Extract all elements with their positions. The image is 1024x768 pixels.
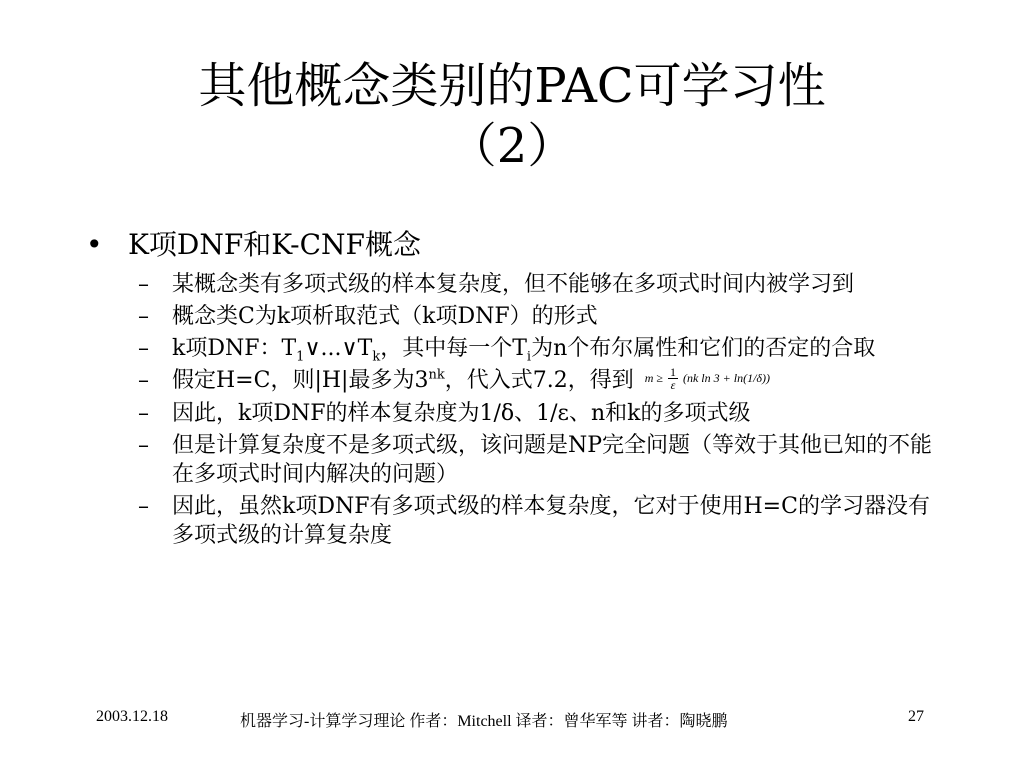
bullet-icon: • — [86, 228, 103, 261]
sub-item-pre: 假定H=C，则|H|最多为3 — [172, 368, 429, 393]
footer — [0, 708, 1024, 732]
dash-icon: – — [138, 432, 149, 458]
sub-index-i: i — [526, 349, 532, 365]
sub-item-mid2: ，其中每一个T — [380, 336, 527, 361]
superscript-nk: nk — [428, 367, 445, 383]
sub-item-2 — [86, 302, 946, 331]
sub-item-mid1: ∨...∨T — [304, 336, 373, 361]
sub-item-post: 为n个布尔属性和它们的否定的合取 — [531, 336, 876, 361]
formula-fraction — [668, 366, 678, 391]
sub-item-5 — [86, 399, 946, 428]
dash-icon: – — [138, 400, 149, 426]
sub-item-4 — [86, 366, 946, 396]
sub-item-3 — [86, 334, 946, 363]
slide-title — [60, 56, 964, 176]
bullet-item — [86, 226, 946, 264]
sub-item-text: 概念类C为k项析取范式（k项DNF）的形式 — [172, 304, 598, 329]
dash-icon: – — [138, 368, 149, 393]
sub-item-7 — [86, 492, 946, 550]
dash-icon: – — [138, 272, 149, 297]
title-line2: （2） — [448, 118, 576, 174]
dash-icon: – — [138, 304, 149, 329]
sample-complexity-formula — [645, 364, 770, 393]
fraction-denominator: ε — [670, 378, 676, 393]
dash-icon: – — [138, 336, 149, 361]
sub-index-k: k — [372, 349, 381, 365]
formula-rhs: (nk ln 3 + ln(1/δ)) — [682, 370, 770, 385]
page-number: 27 — [908, 708, 924, 725]
sub-item-text: 某概念类有多项式级的样本复杂度，但不能够在多项式时间内被学习到 — [172, 272, 855, 297]
sub-index-1: 1 — [296, 349, 305, 365]
footer-credits: 机器学习-计算学习理论 作者：Mitchell 译者：曾华军等 讲者：陶晓鹏 — [240, 713, 728, 730]
sub-item-post: ，代入式7.2，得到 — [444, 368, 634, 393]
sub-item-pre: k项DNF：T — [172, 336, 297, 361]
sub-item-6 — [86, 431, 946, 489]
bullet-text: K项DNF和K-CNF概念 — [128, 228, 421, 261]
title-line1: 其他概念类别的PAC可学习性 — [198, 58, 826, 114]
sub-item-text: 因此，k项DNF的样本复杂度为1/δ、1/ε、n和k的多项式级 — [172, 400, 751, 426]
footer-date: 2003.12.18 — [96, 708, 168, 725]
formula-lhs: m ≥ — [644, 370, 663, 385]
fraction-numerator: 1 — [669, 365, 676, 380]
content — [86, 226, 946, 550]
sub-item-1 — [86, 270, 946, 299]
dash-icon: – — [138, 493, 149, 519]
sub-item-text: 但是计算复杂度不是多项式级，该问题是NP完全问题（等效于其他已知的不能在多项式时间内解决的问题） — [172, 432, 933, 487]
sub-item-text: 因此，虽然k项DNF有多项式级的样本复杂度，它对于使用H=C的学习器没有多项式级的计算复杂度 — [172, 493, 930, 548]
